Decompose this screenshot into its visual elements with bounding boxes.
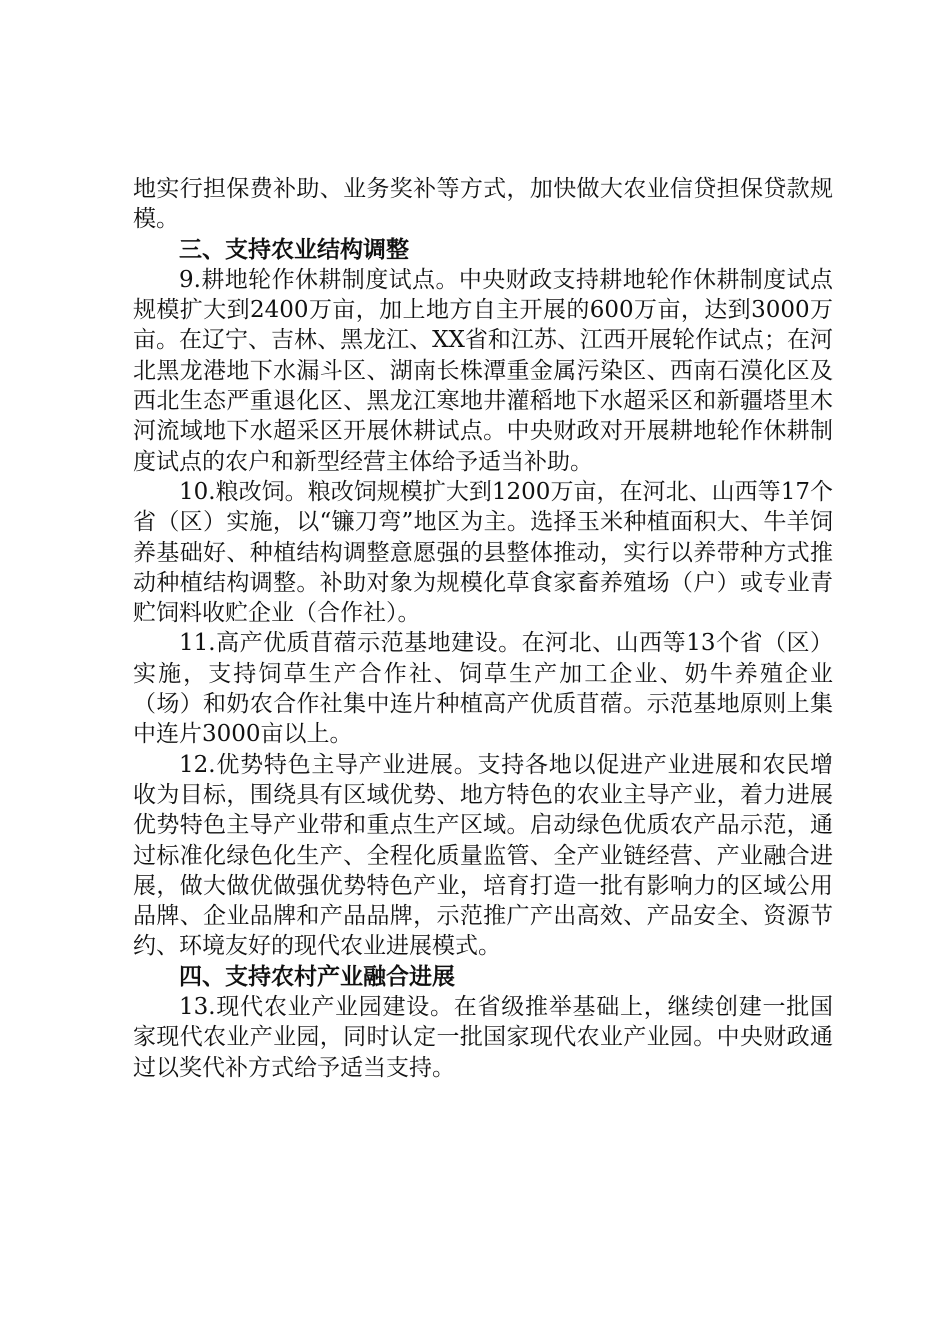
paragraph-item-12: 12.优势特色主导产业进展。支持各地以促进产业进展和农民增收为目标，围绕具有区域优势、地方特色的农业主导产业，着力进展优势特色主导产业带和重点生产区域。启动绿色优质农产品示范，通过标准化绿色化生产、全程化质量监管、全产业链经营、产业融合进展，做大做优做强优势特色产业，培育打造一批有影响力的区域公用品牌、企业品牌和产品品牌，示范推广产出高效、产品安全、资源节约、环境友好的现代农业进展模式。 [133, 751, 833, 960]
section-heading-4: 四、支持农村产业融合进展 [179, 963, 455, 990]
paragraph-item-13: 13.现代农业产业园建设。在省级推举基础上，继续创建一批国家现代农业产业园，同时认定一批国家现代农业产业园。中央财政通过以奖代补方式给予适当支持。 [133, 994, 833, 1081]
paragraph-item-11: 11.高产优质苜蓿示范基地建设。在河北、山西等13个省（区）实施，支持饲草生产合作社、饲草生产加工企业、奶牛养殖企业（场）和奶农合作社集中连片种植高产优质苜蓿。示范基地原则上集中连片3000亩以上。 [133, 630, 833, 748]
document-page [133, 174, 833, 1083]
paragraph-item-9: 9.耕地轮作休耕制度试点。中央财政支持耕地轮作休耕制度试点规模扩大到2400万亩，加上地方自主开展的600万亩，达到3000万亩。在辽宁、吉林、黑龙江、XX省和江苏、江西开展轮作试点；在河北黑龙港地下水漏斗区、湖南长株潭重金属污染区、西南石漠化区及西北生态严重退化区、黑龙江寒地井灌稻地下水超采区和新疆塔里木河流域地下水超采区开展休耕试点。中央财政对开展耕地轮作休耕制度试点的农户和新型经营主体给予适当补助。 [133, 266, 833, 475]
continuation-paragraph: 地实行担保费补助、业务奖补等方式，加快做大农业信贷担保贷款规模。 [133, 176, 833, 233]
section-heading-3: 三、支持农业结构调整 [179, 236, 409, 263]
paragraph-item-10: 10.粮改饲。粮改饲规模扩大到1200万亩，在河北、山西等17个省（区）实施，以“镰刀弯”地区为主。选择玉米种植面积大、牛羊饲养基础好、种植结构调整意愿强的县整体推动，实行以养带种方式推动种植结构调整。补助对象为规模化草食家畜养殖场（户）或专业青贮饲料收贮企业（合作社）。 [133, 478, 833, 627]
